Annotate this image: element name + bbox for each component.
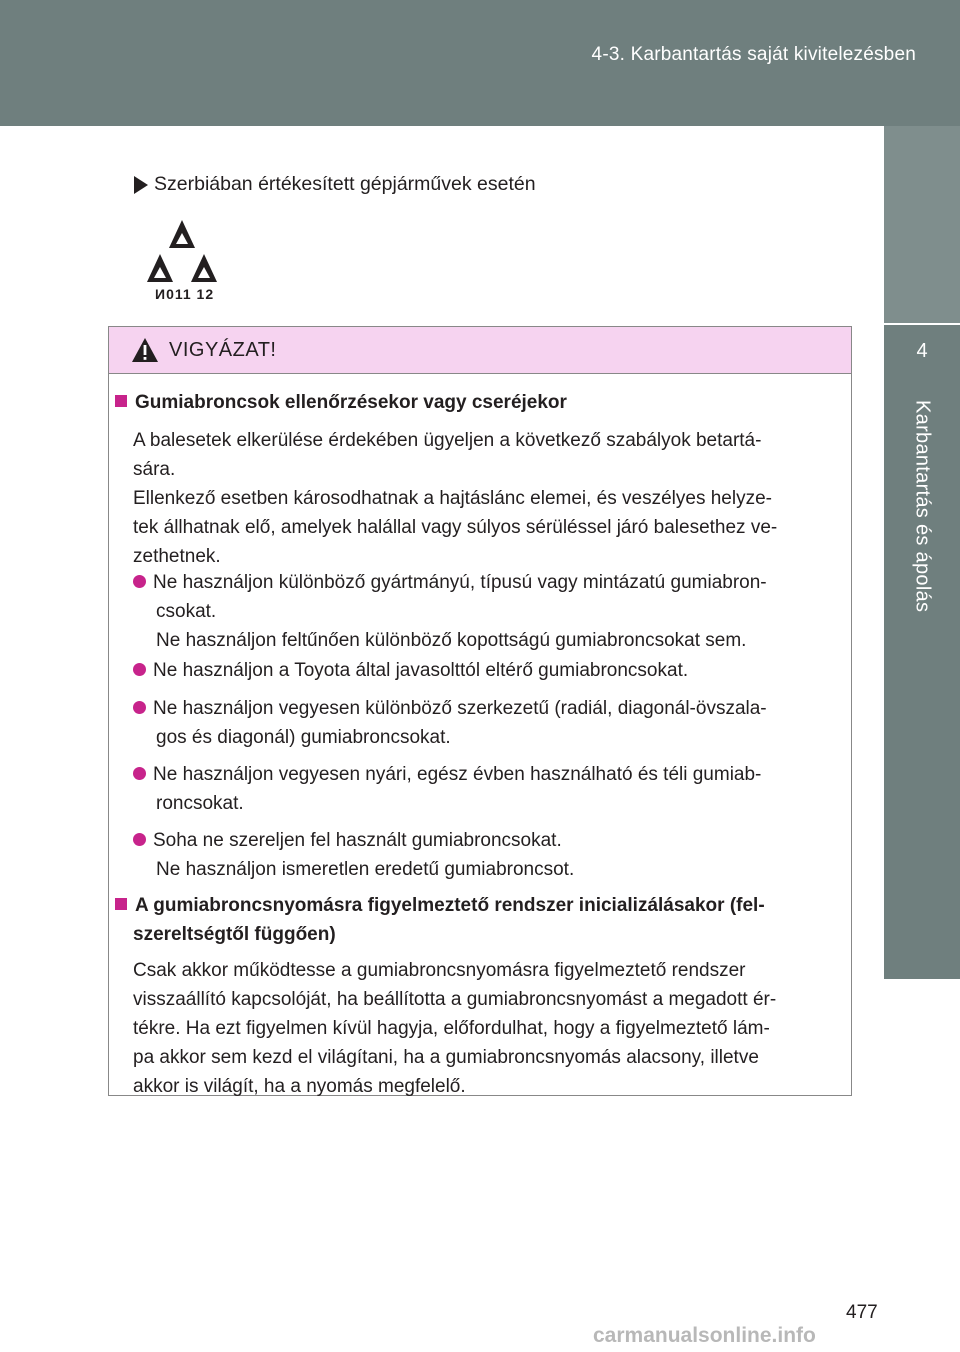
section2-paragraph: Csak akkor működtesse a gumiabroncsnyomásra figyelmeztető rendszer visszaállító kapcsolóját, ha beállította a gumiabroncsnyomást a megadott ér- tékre. Ha ezt figyelmen kívül hagyja, előfordulhat, hogy a figyelmeztető lám- pa akkor sem kezd el világítani, ha a gumiabroncsnyomás alacsony, illetve akkor is világít, ha a nyomás megfelelő. (133, 960, 777, 1097)
page-number: 477 (846, 1302, 878, 1323)
warning-title: VIGYÁZAT! (169, 338, 277, 361)
square-bullet-icon (115, 898, 127, 910)
section-title: 4-3. Karbantartás saját kivitelezésben (591, 44, 916, 65)
section-heading: A gumiabroncsnyomásra figyelmeztető rendszer inicializálásakor (fel- szereltségtől függően) (115, 891, 845, 949)
chapter-number: 4 (916, 340, 928, 362)
square-bullet-icon (115, 395, 127, 407)
warning-triangle-icon (131, 337, 159, 363)
section1-paragraph: A balesetek elkerülése érdekében ügyeljen a következő szabályok betartá- sára. Ellenkező esetben károsodhatnak a hajtáslánc elemei, és veszélyes helyze- tek állhatnak elő, amelyek halállal vagy súlyos sérüléssel járó balesethez ve- zethetnek. (133, 430, 778, 567)
list-item: Ne használjon a Toyota által javasolttól eltérő gumiabroncsokat. (133, 656, 839, 685)
arrow-right-icon (134, 176, 148, 194)
list-item: Soha ne szereljen fel használt gumiabroncsokat. Ne használjon ismeretlen eredetű gumiabroncsot. (133, 826, 839, 884)
bullet-dot-icon (133, 833, 146, 846)
bullet-dot-icon (133, 575, 146, 588)
list-item: Ne használjon vegyesen nyári, egész évben használható és téli gumiab- roncsokat. (133, 760, 839, 818)
bullet-dot-icon (133, 663, 146, 676)
intro-line (134, 173, 536, 196)
mark-code: И011 12 (155, 286, 215, 302)
chapter-title: Karbantartás és ápolás (911, 400, 934, 613)
warning-header (109, 327, 851, 374)
bullet-dot-icon (133, 767, 146, 780)
watermark: carmanualsonline.info (593, 1324, 816, 1347)
warning-box (108, 326, 852, 1096)
bullet-dot-icon (133, 701, 146, 714)
side-tab-divider (884, 323, 960, 325)
list-item: Ne használjon különböző gyártmányú, típusú vagy mintázatú gumiabron- csokat. Ne használjon feltűnően különböző kopottságú gumiabroncsokat sem. (133, 568, 839, 655)
section-heading: Gumiabroncsok ellenőrzésekor vagy cseréjekor (115, 388, 845, 417)
list-item: Ne használjon vegyesen különböző szerkezetű (radiál, diagonál-övszala- gos és diagonál) gumiabroncsokat. (133, 694, 839, 752)
intro-text: Szerbiában értékesített gépjárművek esetén (154, 173, 536, 195)
side-tab-number-box (884, 126, 960, 323)
